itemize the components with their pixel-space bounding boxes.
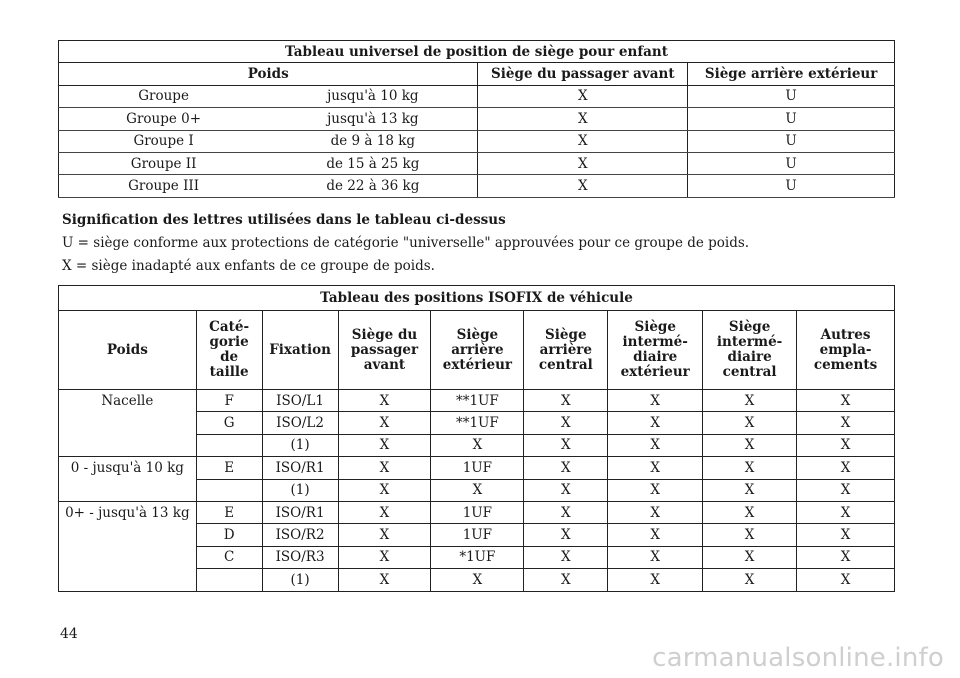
table1-row: [59, 108, 895, 130]
table2-cell: **1UF: [431, 412, 524, 434]
table2-cell: C: [196, 546, 262, 568]
table2-cell: X: [797, 546, 895, 568]
table2-cell: X: [608, 390, 703, 412]
page-number: 44: [60, 626, 78, 642]
table1-cell: Groupe 0+: [59, 108, 269, 130]
legend-line-x: X = siège inadapté aux enfants de ce groupe de poids.: [62, 258, 435, 274]
table2-cell: 1UF: [431, 501, 524, 523]
table2-header-cell: Siège arrière central: [524, 311, 608, 390]
table2-cell: (1): [262, 479, 338, 501]
table2-cell: X: [431, 479, 524, 501]
table2-cell: X: [797, 434, 895, 456]
table2-cell: X: [608, 457, 703, 479]
weight-group-label: 0 - jusqu'à 10 kg: [59, 457, 197, 502]
table2-cell: X: [608, 434, 703, 456]
table2-cell: X: [703, 524, 797, 546]
table2-cell: [196, 569, 262, 591]
table1-header-front-passenger: Siège du passager avant: [478, 63, 688, 85]
table2-cell: X: [608, 569, 703, 591]
table2-cell: **1UF: [431, 390, 524, 412]
table2-cell: X: [703, 479, 797, 501]
table2-cell: X: [338, 457, 431, 479]
table2-cell: (1): [262, 434, 338, 456]
table1-cell: X: [478, 85, 688, 107]
table2-header-cell: Fixation: [262, 311, 338, 390]
table1-row: [59, 175, 895, 197]
table2-cell: E: [196, 457, 262, 479]
table2-cell: G: [196, 412, 262, 434]
table2-cell: X: [608, 479, 703, 501]
table2-row: [59, 457, 895, 479]
table1-header-weight: Poids: [59, 63, 478, 85]
table2-cell: ISO/L1: [262, 390, 338, 412]
table2-cell: X: [524, 524, 608, 546]
table1-cell: de 22 à 36 kg: [268, 175, 478, 197]
table2-cell: X: [338, 546, 431, 568]
table2-cell: X: [608, 524, 703, 546]
weight-group-label: Nacelle: [59, 390, 197, 457]
table2-cell: ISO/R1: [262, 457, 338, 479]
table2-cell: X: [797, 569, 895, 591]
table1-cell: de 15 à 25 kg: [268, 152, 478, 174]
legend-line-u: U = siège conforme aux protections de catégorie "universelle" approuvées pour ce groupe de poids.: [62, 235, 750, 251]
table2-cell: X: [703, 434, 797, 456]
table2-cell: X: [608, 546, 703, 568]
table1-cell: U: [688, 108, 895, 130]
table2-cell: X: [431, 569, 524, 591]
table2-cell: X: [703, 546, 797, 568]
table1-cell: U: [688, 175, 895, 197]
table1-cell: jusqu'à 10 kg: [268, 85, 478, 107]
table2-cell: X: [703, 501, 797, 523]
table1-cell: Groupe: [59, 85, 269, 107]
isofix-positions-table: [58, 285, 895, 592]
table2-cell: ISO/R3: [262, 546, 338, 568]
table2-cell: X: [703, 457, 797, 479]
table2-header-cell: Siège intermé-diaire extérieur: [608, 311, 703, 390]
table1-cell: de 9 à 18 kg: [268, 130, 478, 152]
table2-header-cell: Caté-gorie de taille: [196, 311, 262, 390]
table2-cell: X: [524, 434, 608, 456]
table1-cell: X: [478, 175, 688, 197]
table1-cell: U: [688, 152, 895, 174]
table2-header-cell: Siège arrière extérieur: [431, 311, 524, 390]
table2-cell: ISO/R1: [262, 501, 338, 523]
table2-cell: X: [524, 546, 608, 568]
table2-header-cell: Siège intermé-diaire central: [703, 311, 797, 390]
table2-cell: *1UF: [431, 546, 524, 568]
table1-cell: jusqu'à 13 kg: [268, 108, 478, 130]
table1-cell: U: [688, 85, 895, 107]
table1-row: [59, 152, 895, 174]
legend-heading: Signification des lettres utilisées dans le tableau ci-dessus: [62, 212, 506, 228]
weight-group-label: 0+ - jusqu'à 13 kg: [59, 501, 197, 591]
table1-body: [59, 85, 895, 197]
table2-cell: D: [196, 524, 262, 546]
table2-cell: X: [338, 479, 431, 501]
table2-cell: E: [196, 501, 262, 523]
table2-cell: X: [797, 524, 895, 546]
table2-cell: X: [797, 479, 895, 501]
table2-cell: X: [431, 434, 524, 456]
table2-cell: X: [797, 457, 895, 479]
table2-cell: 1UF: [431, 524, 524, 546]
table2-cell: X: [524, 412, 608, 434]
table2-cell: (1): [262, 569, 338, 591]
table1-cell: X: [478, 152, 688, 174]
table1-cell: Groupe III: [59, 175, 269, 197]
table2-cell: X: [338, 412, 431, 434]
table1-header-rear-outer: Siège arrière extérieur: [688, 63, 895, 85]
table1-cell: Groupe II: [59, 152, 269, 174]
table2-cell: X: [797, 501, 895, 523]
table2-cell: ISO/L2: [262, 412, 338, 434]
table2-header-cell: Siège du passager avant: [338, 311, 431, 390]
table2-cell: X: [797, 390, 895, 412]
table2-cell: X: [338, 390, 431, 412]
table2-cell: X: [608, 501, 703, 523]
table2-row: [59, 390, 895, 412]
table2-cell: X: [703, 390, 797, 412]
table2-cell: X: [524, 569, 608, 591]
watermark: carmanualsonline.info: [652, 643, 944, 673]
table2-cell: X: [703, 569, 797, 591]
table2-cell: [196, 434, 262, 456]
table2-cell: [196, 479, 262, 501]
table1-cell: X: [478, 130, 688, 152]
table1-cell: Groupe I: [59, 130, 269, 152]
table2-cell: X: [338, 524, 431, 546]
table2-row: [59, 501, 895, 523]
table2-cell: X: [338, 434, 431, 456]
table1-cell: X: [478, 108, 688, 130]
table2-cell: X: [524, 479, 608, 501]
table2-cell: 1UF: [431, 457, 524, 479]
table2-cell: X: [524, 457, 608, 479]
table2-body: [59, 390, 895, 592]
table1-cell: U: [688, 130, 895, 152]
table2-cell: X: [608, 412, 703, 434]
table2-title: Tableau des positions ISOFIX de véhicule: [59, 286, 895, 311]
table2-cell: F: [196, 390, 262, 412]
table1-title: Tableau universel de position de siège pour enfant: [59, 41, 895, 63]
table2-cell: X: [703, 412, 797, 434]
table2-cell: X: [338, 569, 431, 591]
table2-header-row: [59, 311, 895, 390]
table2-cell: ISO/R2: [262, 524, 338, 546]
table2-cell: X: [338, 501, 431, 523]
table2-header-cell: Autres empla-cements: [797, 311, 895, 390]
table1-row: [59, 130, 895, 152]
legend-notes: [62, 209, 749, 278]
table2-cell: X: [524, 501, 608, 523]
table2-cell: X: [524, 390, 608, 412]
universal-seat-table: [58, 40, 895, 198]
table2-header-cell: Poids: [59, 311, 197, 390]
table2-cell: X: [797, 412, 895, 434]
table1-row: [59, 85, 895, 107]
